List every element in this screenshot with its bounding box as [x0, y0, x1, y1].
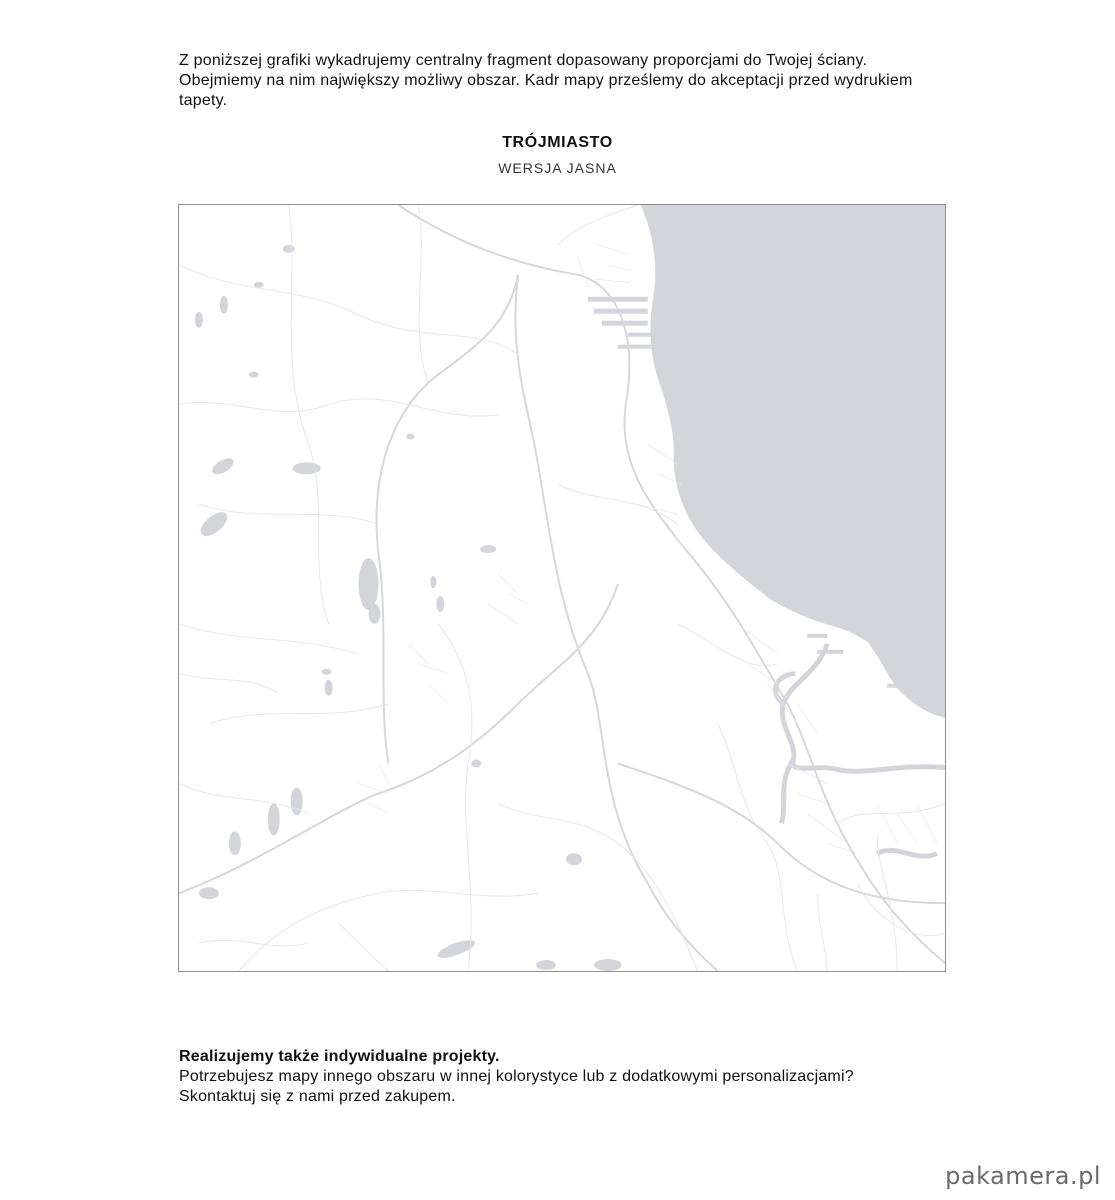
- outro-heading: Realizujemy także indywidualne projekty.: [179, 1048, 500, 1065]
- outro-section: [179, 1047, 979, 1107]
- outro-line-2: Skontaktuj się z nami przed zakupem.: [179, 1088, 456, 1105]
- intro-text: Z poniższej grafiki wykadrujemy centralny fragment dopasowany proporcjami do Twojej ściany. Obejmiemy na nim największy możliwy obszar. Kadr mapy prześlemy do akceptacji przed wydrukiem tapety.: [179, 52, 913, 109]
- map-subtitle: WERSJA JASNA: [498, 160, 617, 176]
- brand-logo: pakamera.pl: [945, 1162, 1101, 1190]
- map-title: TRÓJMIASTO: [502, 134, 613, 151]
- outro-line-1: Potrzebujesz mapy innego obszaru w innej kolorystyce lub z dodatkowymi personalizacjami?: [179, 1068, 854, 1085]
- map-frame: [178, 204, 946, 972]
- bay-water: [641, 205, 945, 718]
- map-image: [179, 205, 945, 971]
